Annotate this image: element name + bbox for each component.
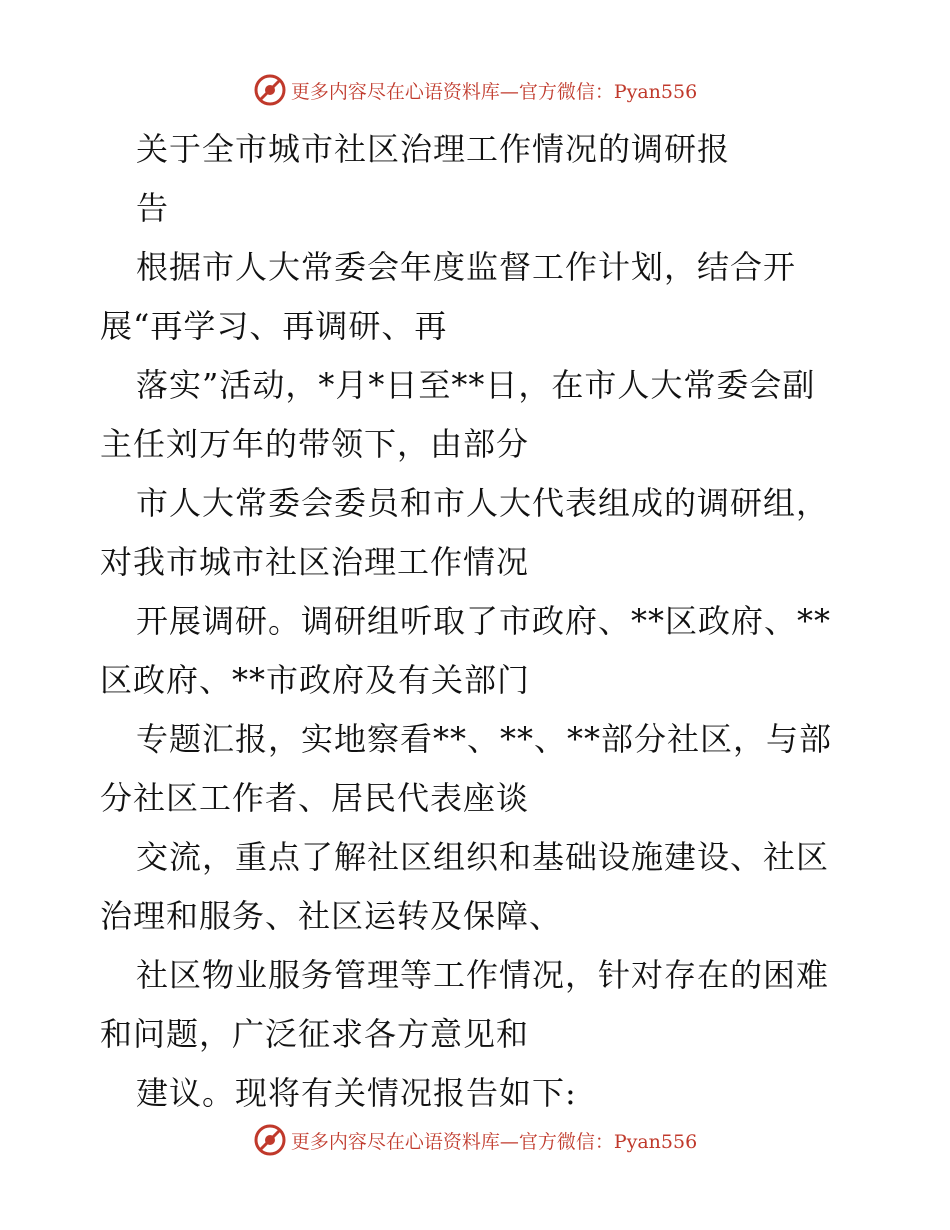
paragraph-line: 落实”活动，*月*日至**日，在市人大常委会副	[136, 366, 816, 404]
paragraph-line: 治理和服务、社区运转及保障、	[100, 897, 563, 935]
logo-icon	[253, 73, 287, 107]
doc-title-line-2: 告	[136, 189, 170, 227]
footer-banner	[0, 1120, 950, 1160]
paragraph-line: 建议。现将有关情况报告如下:	[136, 1074, 577, 1112]
header-banner-text: 更多内容尽在心语资料库—官方微信：Pyan556	[290, 80, 698, 103]
document-body	[100, 120, 860, 1123]
paragraph-line: 开展调研。调研组听取了市政府、**区政府、**	[136, 602, 832, 640]
paragraph-line: 区政府、**市政府及有关部门	[100, 661, 531, 699]
paragraph-line: 交流，重点了解社区组织和基础设施建设、社区	[136, 838, 830, 876]
paragraph-line: 专题汇报，实地察看**、**、**部分社区，与部	[136, 720, 833, 758]
logo-icon	[253, 1123, 287, 1157]
paragraph-line: 展“再学习、再调研、再	[100, 307, 448, 345]
paragraph-line: 和问题，广泛征求各方意见和	[100, 1015, 530, 1053]
paragraph-line: 市人大常委会委员和市人大代表组成的调研组，	[136, 484, 830, 522]
doc-title-line-1: 关于全市城市社区治理工作情况的调研报	[136, 130, 731, 168]
paragraph-line: 分社区工作者、居民代表座谈	[100, 779, 530, 817]
header-banner	[0, 70, 950, 110]
paragraph-line: 对我市城市社区治理工作情况	[100, 543, 530, 581]
footer-banner-text: 更多内容尽在心语资料库—官方微信：Pyan556	[290, 1130, 698, 1153]
paragraph-line: 主任刘万年的带领下，由部分	[100, 425, 530, 463]
paragraph-line: 根据市人大常委会年度监督工作计划，结合开	[136, 248, 797, 286]
paragraph-line: 社区物业服务管理等工作情况，针对存在的困难	[136, 956, 830, 994]
